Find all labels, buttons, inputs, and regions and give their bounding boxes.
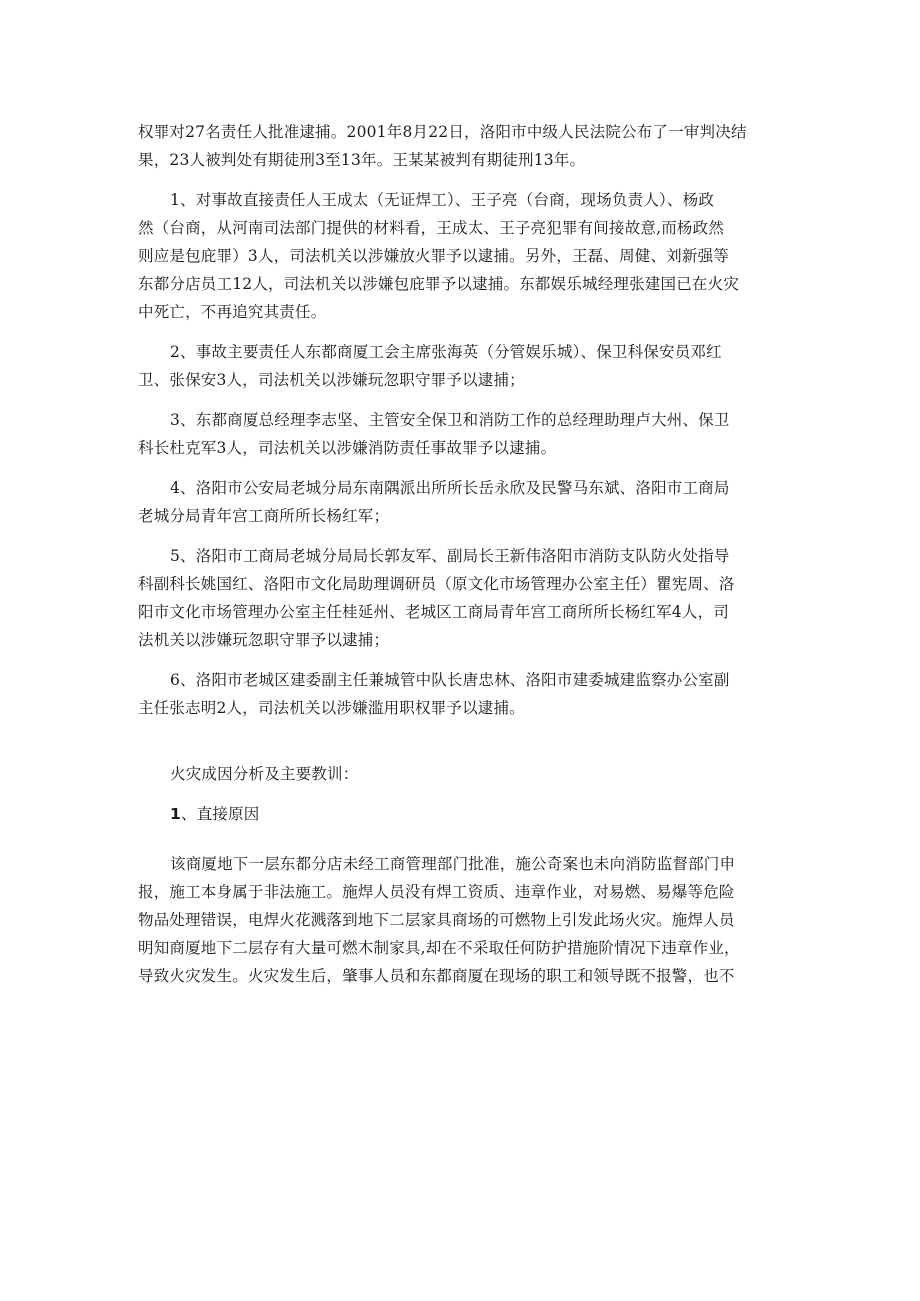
paragraph-item-1: [138, 186, 778, 326]
document-page: [138, 118, 778, 990]
body-paragraph: [138, 850, 778, 990]
text-line: 法机关以涉嫌玩忽职守罪予以逮捕；: [138, 631, 390, 649]
subheading: [138, 800, 778, 828]
text-line: 报，施工本身属于非法施工。施焊人员没有焊工资质、违章作业，对易燃、易爆等危险: [138, 883, 735, 901]
text-line: 中死亡，不再追究其责任。: [138, 303, 327, 321]
text-line: 2、事故主要责任人东都商厦工会主席张海英（分管娱乐城）、保卫科保安员邓红: [170, 343, 722, 361]
text-line: 物品处理错误，电焊火花溅落到地下二层家具商场的可燃物上引发此场火灾。施焊人员: [138, 911, 735, 929]
text-line: 权罪对27名责任人批准逮捕。2001年8月22日，洛阳市中级人民法院公布了一审判决结: [138, 123, 747, 141]
text-line: 卫、张保安3人，司法机关以涉嫌玩忽职守罪予以逮捕；: [138, 371, 525, 389]
section-title-text: 火灾成因分析及主要教训：: [170, 765, 359, 783]
text-line: 明知商厦地下二层存有大量可燃木制家具,却在不采取任何防护措施阶情况下违章作业，: [138, 939, 740, 957]
text-line: 4、洛阳市公安局老城分局东南隅派出所所长岳永欣及民警马东斌、洛阳市工商局: [170, 479, 730, 497]
text-line: 3、东都商厦总经理李志坚、主管安全保卫和消防工作的总经理助理卢大州、保卫: [170, 411, 730, 429]
text-line: 6、洛阳市老城区建委副主任兼城管中队长唐忠林、洛阳市建委城建监察办公室副: [170, 671, 730, 689]
paragraph-item-5: [138, 542, 778, 654]
text-line: 1、对事故直接责任人王成太（无证焊工）、王子亮（台商，现场负责人）、杨政: [170, 191, 715, 209]
text-line: 东都分店员工12人，司法机关以涉嫌包庇罪予以逮捕。东都娱乐城经理张建国已在火灾: [138, 275, 740, 293]
text-line: 主任张志明2人，司法机关以涉嫌滥用职权罪予以逮捕。: [138, 699, 525, 717]
paragraph-continuation: [138, 118, 778, 174]
text-line: 老城分局青年宫工商所所长杨红军；: [138, 507, 390, 525]
paragraph-item-4: [138, 474, 778, 530]
text-line: 然（台商，从河南司法部门提供的材料看，王成太、王子亮犯罪有间接故意,而杨政然: [138, 219, 725, 237]
section-title: [138, 760, 778, 788]
paragraph-item-6: [138, 666, 778, 722]
text-line: 该商厦地下一层东都分店未经工商管理部门批准，施公奇案也未向消防监督部门申: [170, 855, 736, 873]
text-line: 阳市文化市场管理办公室主任桂延州、老城区工商局青年宫工商所所长杨红军4人，司: [138, 603, 729, 621]
paragraph-item-3: [138, 406, 778, 462]
text-line: 导致火灾发生。火灾发生后，肇事人员和东都商厦在现场的职工和领导既不报警，也不: [138, 967, 735, 985]
text-line: 果，23人被判处有期徒刑3至13年。王某某被判有期徒刑13年。: [138, 151, 586, 169]
text-line: 科长杜克军3人，司法机关以涉嫌消防责任事故罪予以逮捕。: [138, 439, 557, 457]
subheading-line: [138, 800, 778, 828]
text-line: 科副科长姚国红、洛阳市文化局助理调研员（原文化市场管理办公室主任）瞿宪周、洛: [138, 575, 735, 593]
subheading-number: 1: [170, 805, 181, 823]
text-line: 则应是包庇罪）3人，司法机关以涉嫌放火罪予以逮捕。另外，王磊、周健、刘新强等: [138, 247, 729, 265]
subheading-text: 、直接原因: [181, 805, 260, 823]
text-line: 5、洛阳市工商局老城分局局长郭友军、副局长王新伟洛阳市消防支队防火处指导: [170, 547, 730, 565]
paragraph-item-2: [138, 338, 778, 394]
